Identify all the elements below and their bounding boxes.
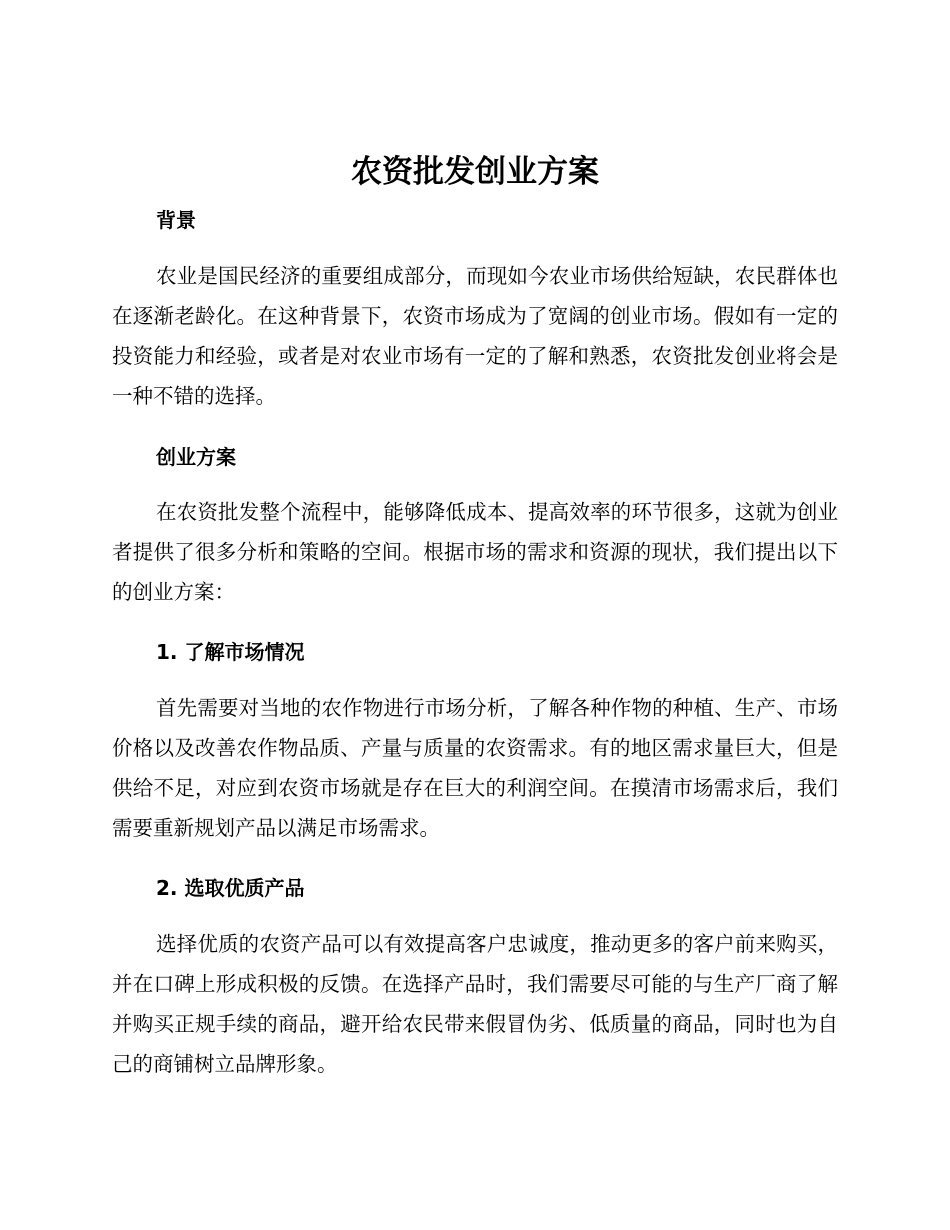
section-heading-background: 背景 [156, 208, 196, 232]
section-paragraph-plan: 在农资批发整个流程中，能够降低成本、提高效率的环节很多，这就为创业者提供了很多分析和策略的空间。根据市场的需求和资源的现状，我们提出以下的创业方案： [112, 500, 838, 604]
document-title: 农资批发创业方案 [351, 154, 599, 190]
section-paragraph-market: 首先需要对当地的农作物进行市场分析，了解各种作物的种植、生产、市场价格以及改善农作物品质、产量与质量的农资需求。有的地区需求量巨大，但是供给不足，对应到农资市场就是存在巨大的利润空间。在摸清市场需求后，我们需要重新规划产品以满足市场需求。 [112, 696, 838, 840]
section-heading-market: 1. 了解市场情况 [156, 640, 305, 664]
section-heading-plan: 创业方案 [156, 445, 236, 469]
section-paragraph-products: 选择优质的农资产品可以有效提高客户忠诚度，推动更多的客户前来购买，并在口碑上形成积极的反馈。在选择产品时，我们需要尽可能的与生产厂商了解并购买正规手续的商品，避开给农民带来假冒伪劣、低质量的商品，同时也为自己的商铺树立品牌形象。 [112, 932, 838, 1076]
section-heading-products: 2. 选取优质产品 [156, 876, 305, 900]
section-paragraph-background: 农业是国民经济的重要组成部分，而现如今农业市场供给短缺，农民群体也在逐渐老龄化。在这种背景下，农资市场成为了宽阔的创业市场。假如有一定的投资能力和经验，或者是对农业市场有一定的了解和熟悉，农资批发创业将会是一种不错的选择。 [112, 264, 838, 408]
